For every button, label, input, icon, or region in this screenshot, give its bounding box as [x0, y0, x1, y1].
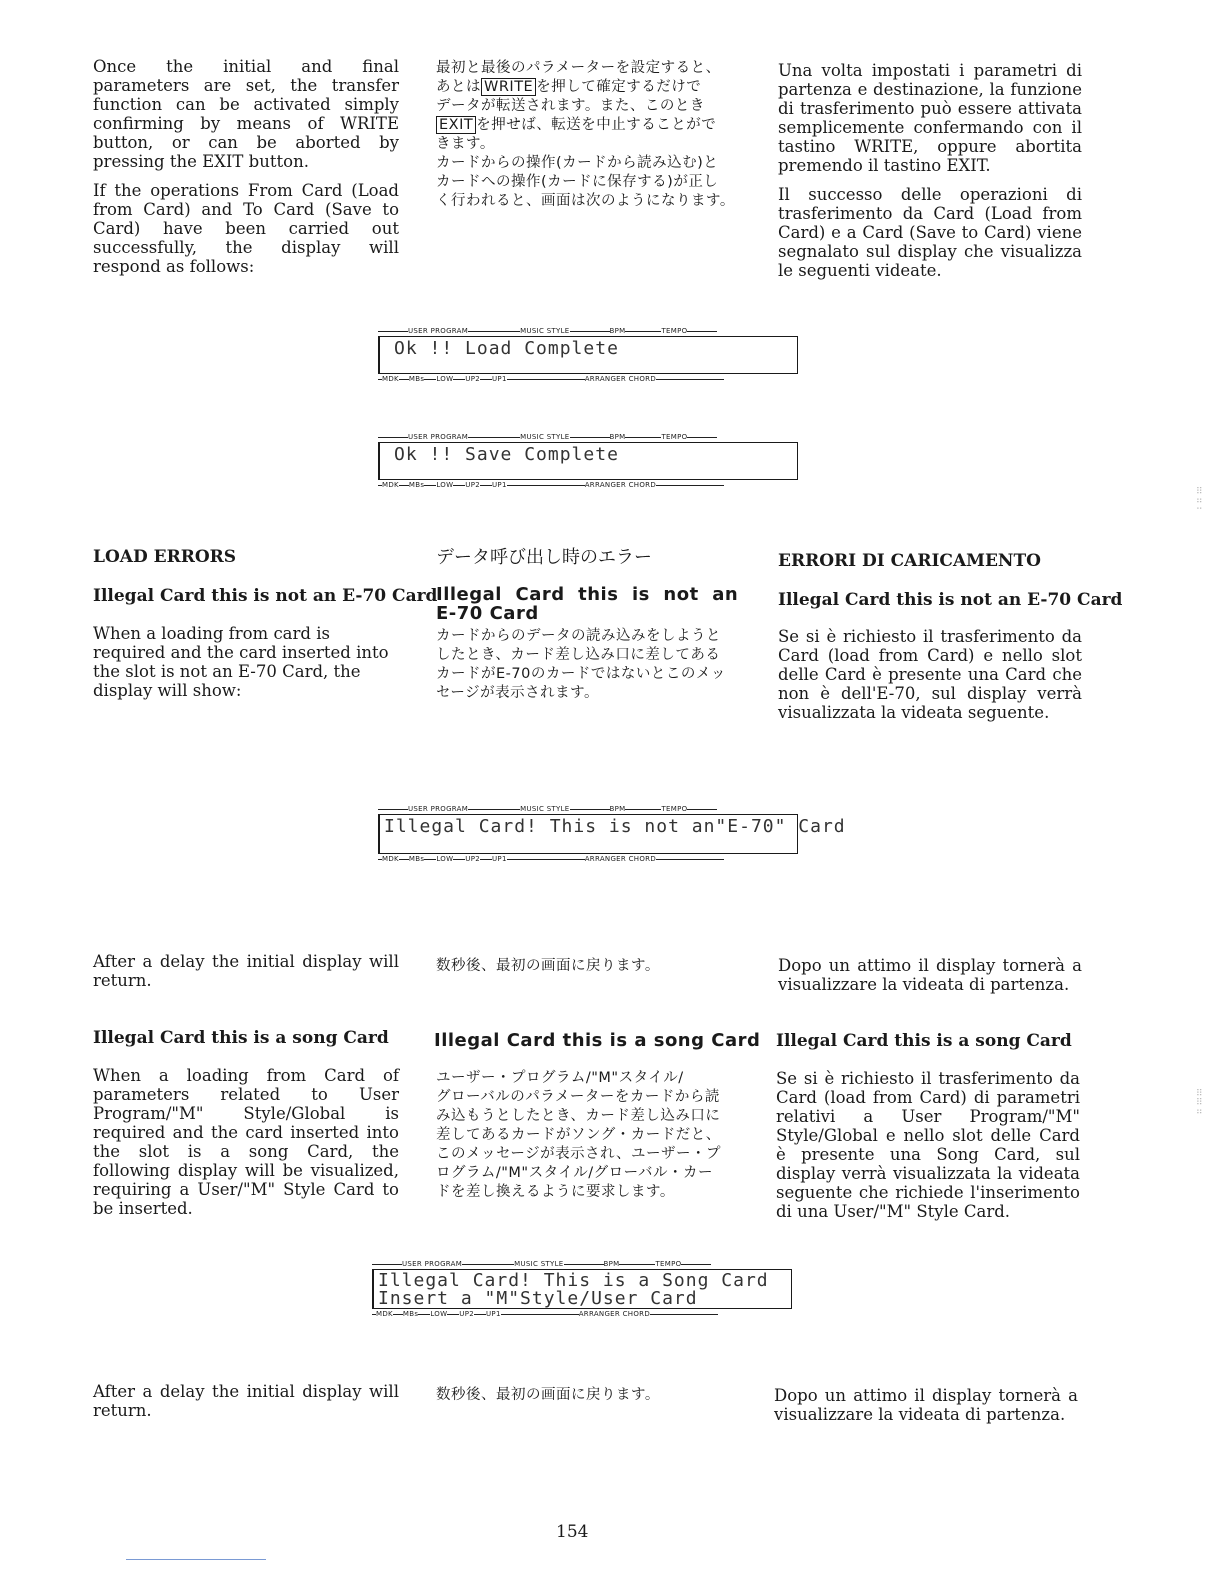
- label-bpm: BPM: [609, 433, 626, 441]
- sub2-body-jp-line-1: ユーザー・プログラム/"M"スタイル/: [436, 1070, 684, 1086]
- label-mbs: MBs: [402, 1310, 419, 1318]
- lcd-top-labels: [378, 804, 798, 814]
- intro-en-paragraph-1: Once the initial and final parameters are set, the transfer function can be activated simply confirming by means of WRITE button, or can be aborted by pressing the EXIT button.: [93, 57, 399, 171]
- label-bpm: BPM: [609, 327, 626, 335]
- sub2-body-jp-line-7: ドを差し換えるように要求します。: [436, 1184, 675, 1200]
- label-bpm: BPM: [609, 805, 626, 813]
- label-mdk: MDK: [382, 375, 399, 383]
- label-tempo: TEMPO: [661, 433, 688, 441]
- label-mdk: MDK: [382, 855, 399, 863]
- intro-jp-line-2-pre: あとは: [436, 79, 481, 95]
- sub1-heading-jp-line-1: Illegal Card this is not an: [436, 584, 739, 605]
- lcd-top-labels: [372, 1259, 792, 1269]
- label-tempo: TEMPO: [661, 327, 688, 335]
- sub1-body-jp-line-1: カードからのデータの読み込みをしようと: [436, 628, 721, 644]
- label-mbs: MBs: [408, 481, 425, 489]
- intro-jp-line-4-post: を押せば、転送を中止することがで: [476, 117, 717, 133]
- intro-jp-line-7: カードへの操作(カードに保存する)が正し: [436, 174, 719, 190]
- label-up2: UP2: [465, 375, 480, 383]
- label-music-style: MUSIC STYLE: [520, 327, 570, 335]
- sub2-body-jp-line-4: 差してあるカードがソング・カードだと、: [436, 1127, 721, 1143]
- lcd-song-card: [372, 1259, 792, 1319]
- label-mbs: MBs: [408, 375, 425, 383]
- sub2-body-jp: [436, 1069, 742, 1202]
- scan-speck: ⠿ ⠿ ⠶: [1196, 1089, 1203, 1117]
- label-music-style: MUSIC STYLE: [520, 805, 570, 813]
- lcd-top-labels: [378, 432, 798, 442]
- sub1-heading-en: Illegal Card this is not an E-70 Card: [93, 586, 438, 606]
- label-user-program: USER PROGRAM: [408, 433, 469, 441]
- intro-en-paragraph-2: If the operations From Card (Load from Card) and To Card (Save to Card) have been carried out successfully, the display will respond as follows:: [93, 181, 399, 276]
- page-number: 154: [556, 1522, 589, 1542]
- label-arranger-chord: ARRANGER CHORD: [584, 855, 657, 863]
- label-arranger-chord: ARRANGER CHORD: [584, 481, 657, 489]
- load-errors-heading-en: LOAD ERRORS: [93, 547, 237, 567]
- sub2-body-jp-line-2: グローバルのパラメーターをカードから読: [436, 1089, 720, 1105]
- label-up2: UP2: [459, 1310, 474, 1318]
- after-delay-jp-2: 数秒後、最初の画面に戻ります。: [436, 1387, 660, 1403]
- sub2-body-it: Se si è richiesto il trasferimento da Card (load from Card) di parametri relativi a User Program/"M" Style/Global e nello slot delle Card è presente una Song Card, sul display verrà visualizzata la videata seguente che richiede l'inserimento di una User/"M" Style Card.: [776, 1069, 1080, 1221]
- intro-english: [93, 57, 399, 286]
- intro-jp-line-1: 最初と最後のパラメーターを設定すると、: [436, 60, 721, 76]
- intro-jp-line-2: [436, 78, 742, 97]
- intro-italian: [778, 61, 1082, 290]
- intro-jp-line-2-post: を押して確定するだけで: [536, 79, 702, 95]
- exit-key-label: EXIT: [436, 116, 476, 134]
- label-arranger-chord: ARRANGER CHORD: [578, 1310, 651, 1318]
- intro-it-paragraph-1: Una volta impostati i parametri di partenza e destinazione, la funzione di trasferimento può essere attivata semplicemente confermando con il tastino WRITE, oppure abortita premendo il tastino EXIT.: [778, 61, 1082, 175]
- lcd-load-complete: [378, 326, 798, 384]
- lcd-bottom-labels: [372, 1309, 792, 1319]
- after-delay-en-2: After a delay the initial display will return.: [93, 1382, 399, 1420]
- sub2-body-jp-line-6: ログラム/"M"スタイル/グローバル・カー: [436, 1165, 713, 1181]
- sub1-body-it: Se si è richiesto il trasferimento da Card (load from Card) e nello slot delle Card è presente una Card che non è dell'E-70, sul display verrà visualizzata la videata seguente.: [778, 627, 1082, 722]
- sub1-body-jp: [436, 627, 742, 703]
- label-user-program: USER PROGRAM: [408, 327, 469, 335]
- lcd-screen-line-2: Insert a "M"Style/User Card: [378, 1288, 698, 1309]
- sub2-body-jp-line-3: み込もうとしたとき、カード差し込み口に: [436, 1108, 721, 1124]
- label-mdk: MDK: [382, 481, 399, 489]
- sub2-body-en: When a loading from Card of parameters related to User Program/"M" Style/Global is required and the card inserted into the slot is a song Card, the following display will be visualized, requiring a User/"M" Style Card to be inserted.: [93, 1066, 399, 1218]
- label-bpm: BPM: [603, 1260, 620, 1268]
- lcd-bottom-labels: [378, 374, 798, 384]
- scan-speck: ⠿ ⠶ ⠒: [1196, 487, 1203, 515]
- footer-rule: [126, 1559, 266, 1560]
- label-mdk: MDK: [376, 1310, 393, 1318]
- label-user-program: USER PROGRAM: [402, 1260, 463, 1268]
- after-delay-en-1: After a delay the initial display will return.: [93, 952, 399, 990]
- lcd-top-labels: [378, 326, 798, 336]
- load-errors-heading-it: ERRORI DI CARICAMENTO: [778, 551, 1041, 571]
- label-low: LOW: [436, 855, 454, 863]
- sub2-body-jp-line-5: このメッセージが表示され、ユーザー・プ: [436, 1146, 721, 1162]
- label-user-program: USER PROGRAM: [408, 805, 469, 813]
- intro-it-paragraph-2: Il successo delle operazioni di trasferimento da Card (Load from Card) e a Card (Save to Card) viene segnalato sul display che visualizza le seguenti videate.: [778, 185, 1082, 280]
- label-up2: UP2: [465, 481, 480, 489]
- label-tempo: TEMPO: [661, 805, 688, 813]
- sub1-heading-jp-line-2: E-70 Card: [436, 603, 539, 624]
- sub1-body-jp-line-2: したとき、カード差し込み口に差してある: [436, 647, 721, 663]
- label-tempo: TEMPO: [655, 1260, 682, 1268]
- after-delay-it-2: Dopo un attimo il display tornerà a visualizzare la videata di partenza.: [774, 1386, 1078, 1424]
- lcd-screen: [372, 1269, 792, 1309]
- label-arranger-chord: ARRANGER CHORD: [584, 375, 657, 383]
- sub2-heading-en: Illegal Card this is a song Card: [93, 1028, 389, 1048]
- sub2-heading-jp: Illegal Card this is a song Card: [434, 1030, 761, 1051]
- sub2-heading-it: Illegal Card this is a song Card: [776, 1031, 1072, 1051]
- label-up1: UP1: [492, 375, 507, 383]
- intro-jp-line-8: く行われると、画面は次のようになります。: [436, 193, 735, 209]
- intro-jp-line-6: カードからの操作(カードから読み込む)と: [436, 155, 719, 171]
- sub1-body-en: When a loading from card is required and the card inserted into the slot is not an E-70 Card, the display will show:: [93, 624, 389, 700]
- lcd-not-e70: [378, 804, 846, 864]
- write-key-label: WRITE: [481, 78, 536, 96]
- lcd-bottom-labels: [378, 854, 798, 864]
- label-up2: UP2: [465, 855, 480, 863]
- intro-jp-line-5: きます。: [436, 136, 495, 152]
- label-music-style: MUSIC STYLE: [514, 1260, 564, 1268]
- intro-japanese: [436, 59, 742, 211]
- lcd-screen-line-1: Illegal Card! This is a Song Card: [378, 1270, 769, 1291]
- sub1-heading-jp: [436, 585, 738, 623]
- label-up1: UP1: [492, 481, 507, 489]
- lcd-save-complete: [378, 432, 798, 490]
- lcd-screen: Illegal Card! This is not an"E-70" Card: [378, 814, 798, 854]
- label-low: LOW: [436, 375, 454, 383]
- sub1-body-jp-line-4: セージが表示されます。: [436, 685, 599, 701]
- intro-jp-line-3: データが転送されます。また、このとき: [436, 98, 705, 114]
- after-delay-jp-1: 数秒後、最初の画面に戻ります。: [436, 958, 660, 974]
- lcd-screen: Ok !! Save Complete: [378, 442, 798, 480]
- sub1-heading-it: Illegal Card this is not an E-70 Card: [778, 590, 1123, 610]
- label-music-style: MUSIC STYLE: [520, 433, 570, 441]
- after-delay-it-1: Dopo un attimo il display tornerà a visualizzare la videata di partenza.: [778, 956, 1082, 994]
- sub1-body-jp-line-3: カードがE-70のカードではないとこのメッ: [436, 666, 726, 682]
- label-low: LOW: [430, 1310, 448, 1318]
- label-up1: UP1: [486, 1310, 501, 1318]
- lcd-screen: Ok !! Load Complete: [378, 336, 798, 374]
- load-errors-heading-jp: データ呼び出し時のエラー: [436, 547, 652, 568]
- lcd-bottom-labels: [378, 480, 798, 490]
- label-mbs: MBs: [408, 855, 425, 863]
- label-low: LOW: [436, 481, 454, 489]
- label-up1: UP1: [492, 855, 507, 863]
- intro-jp-line-4: [436, 116, 742, 135]
